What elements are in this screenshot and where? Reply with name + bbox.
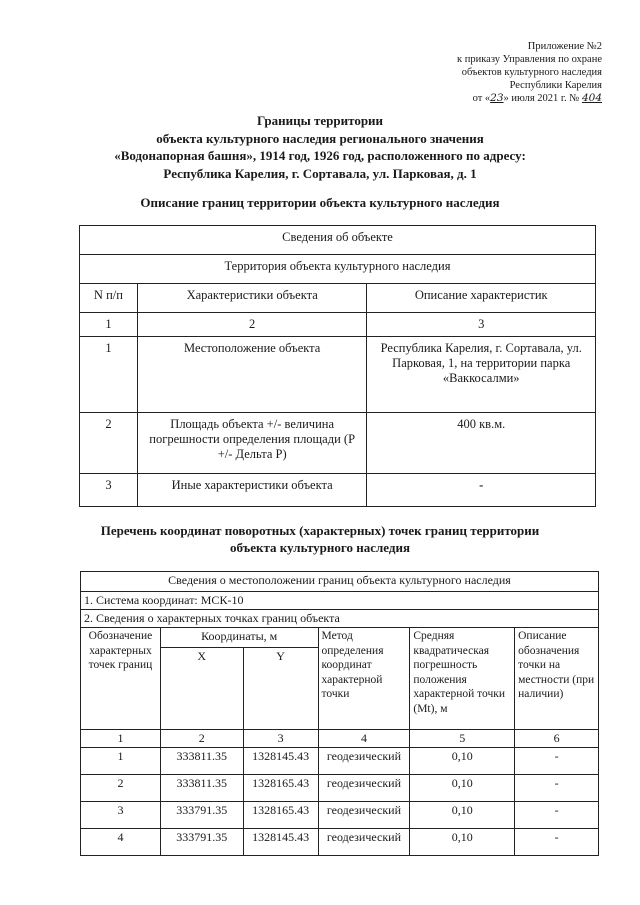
col-method-header: Метод определения координат характерной точки [318, 628, 410, 730]
date-day: 23 [490, 92, 504, 104]
order-number: 404 [581, 92, 602, 104]
point-x: 333791.35 [160, 802, 243, 829]
date-rest: » июля 2021 г. № [503, 93, 580, 104]
point-number: 3 [81, 802, 161, 829]
title-line-1: Границы территории [256, 113, 384, 128]
table-row [81, 748, 599, 775]
row-characteristic: Иные характеристики объекта [137, 474, 367, 507]
row-number: 3 [80, 474, 138, 507]
date-prefix: от « [472, 93, 491, 104]
section2-title-line-2: объекта культурного наследия [230, 540, 410, 555]
row-description: - [367, 474, 596, 507]
point-y: 1328145.43 [243, 829, 318, 856]
point-error: 0,10 [410, 802, 515, 829]
table-row [81, 829, 599, 856]
point-x: 333811.35 [160, 748, 243, 775]
point-description: - [515, 802, 599, 829]
row-description: 400 кв.м. [367, 413, 596, 474]
col-index: 6 [515, 730, 599, 748]
col-index: 3 [243, 730, 318, 748]
table1-header-2: Территория объекта культурного наследия [80, 255, 596, 284]
table-row [81, 775, 599, 802]
row-number: 2 [80, 413, 138, 474]
point-method: геодезический [318, 775, 410, 802]
point-number: 4 [81, 829, 161, 856]
point-y: 1328165.43 [243, 775, 318, 802]
point-description: - [515, 748, 599, 775]
title-line-3: «Водонапорная башня», 1914 год, 1926 год, расположенного по адресу: [114, 148, 526, 163]
title-line-2: объекта культурного наследия регионального значения [156, 130, 484, 146]
table1-header-1: Сведения об объекте [80, 226, 596, 255]
col-y-header: Y [243, 648, 318, 730]
col-characteristics-header: Характеристики объекта [137, 284, 367, 313]
col-x-header: X [160, 648, 243, 730]
coordinates-table [80, 571, 599, 856]
col-error-header: Средняя квадратическая погрешность положения характерной точки (Mt), м [410, 628, 515, 730]
point-method: геодезический [318, 748, 410, 775]
point-error: 0,10 [410, 748, 515, 775]
section2-title-line-1: Перечень координат поворотных (характерных) точек границ территории [100, 523, 540, 538]
row-characteristic: Площадь объекта +/- величина погрешности определения площади (P +/- Дельта P) [137, 413, 367, 474]
point-number: 2 [81, 775, 161, 802]
col-index-2: 2 [137, 313, 367, 337]
point-description: - [515, 775, 599, 802]
col-designation-header: Обозначение характерных точек границ [81, 628, 161, 730]
table-row [80, 337, 596, 413]
point-x: 333811.35 [160, 775, 243, 802]
point-description: - [515, 829, 599, 856]
appendix-header [457, 40, 602, 105]
point-y: 1328145.43 [243, 748, 318, 775]
title-line-4: Республика Карелия, г. Сортавала, ул. Парковая, д. 1 [163, 165, 477, 181]
row-characteristic: Местоположение объекта [137, 337, 367, 413]
section2-title [0, 522, 640, 556]
point-number: 1 [81, 748, 161, 775]
col-description-header: Описание характеристик [367, 284, 596, 313]
section1-title: Описание границ территории объекта культурного наследия [140, 195, 500, 210]
point-error: 0,10 [410, 829, 515, 856]
object-info-table [79, 225, 596, 507]
appendix-number: Приложение №2 [527, 41, 602, 52]
point-method: геодезический [318, 802, 410, 829]
table-row [80, 413, 596, 474]
point-x: 333791.35 [160, 829, 243, 856]
col-index-1: 1 [80, 313, 138, 337]
col-index: 4 [318, 730, 410, 748]
order-date-line [457, 92, 602, 105]
document-title [0, 112, 640, 182]
order-region: Республики Карелия [509, 80, 602, 91]
table-row [80, 474, 596, 507]
table-row [81, 802, 599, 829]
col-index: 2 [160, 730, 243, 748]
table2-header: Сведения о местоположении границ объекта культурного наследия [81, 572, 599, 592]
col-point-description-header: Описание обозначения точки на местности (при наличии) [515, 628, 599, 730]
col-coordinates-header: Координаты, м [160, 628, 318, 648]
coordinate-system: 1. Система координат: МСК-10 [81, 592, 599, 610]
points-section-title: 2. Сведения о характерных точках границ объекта [81, 610, 599, 628]
order-reference: к приказу Управления по охране [457, 54, 602, 65]
point-error: 0,10 [410, 775, 515, 802]
col-number-header: N п/п [80, 284, 138, 313]
row-number: 1 [80, 337, 138, 413]
point-y: 1328165.43 [243, 802, 318, 829]
col-index-3: 3 [367, 313, 596, 337]
row-description: Республика Карелия, г. Сортавала, ул. Парковая, 1, на территории парка «Ваккосалми» [367, 337, 596, 413]
col-index: 1 [81, 730, 161, 748]
col-index: 5 [410, 730, 515, 748]
point-method: геодезический [318, 829, 410, 856]
order-department: объектов культурного наследия [461, 67, 602, 78]
